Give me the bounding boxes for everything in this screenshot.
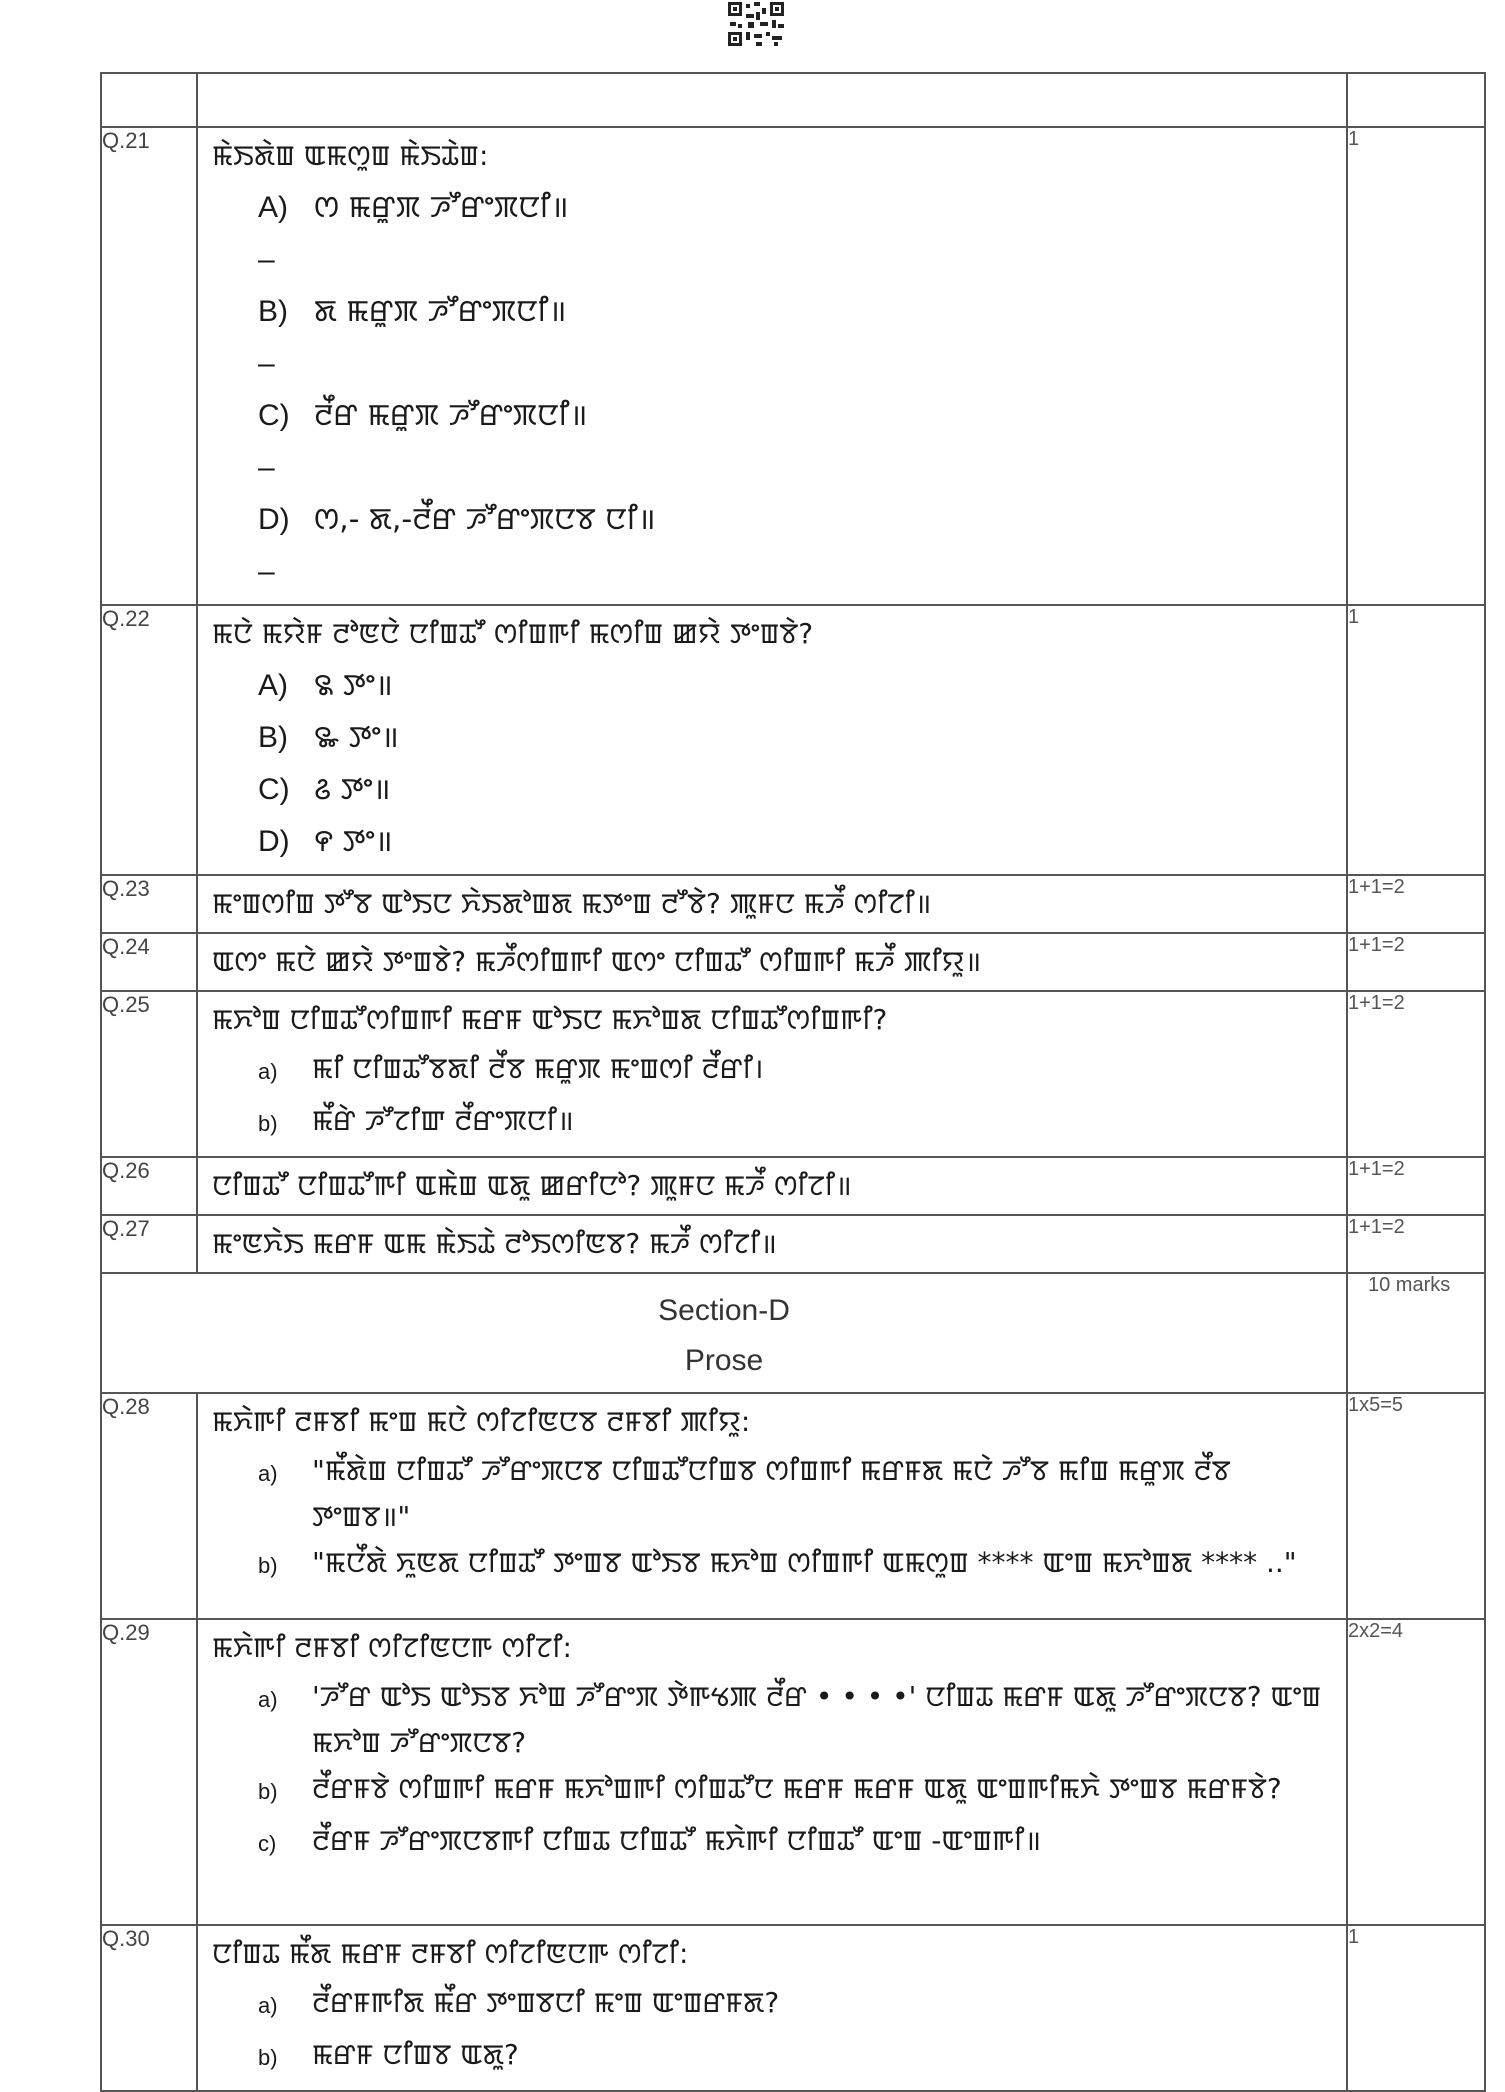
- option-d: [258, 494, 1336, 598]
- section-marks: 10 marks: [1347, 1273, 1485, 1393]
- question-marks: 1+1=2: [1347, 875, 1485, 933]
- option-a: [258, 1674, 1336, 1766]
- option-a: [258, 660, 1336, 712]
- option-text: ꯵ ꯇꯦ॥: [314, 824, 393, 859]
- question-body: [197, 1393, 1347, 1619]
- option-text: ꯁ ꯃꯔꯨꯞ ꯍꯧꯔꯦꯞꯅꯤ॥: [314, 190, 569, 225]
- question-row: [101, 1619, 1485, 1925]
- option-d: [258, 816, 1336, 868]
- option-b: [258, 286, 1336, 390]
- question-marks: 1+1=2: [1347, 991, 1485, 1157]
- question-marks: 2x2=4: [1347, 1619, 1485, 1925]
- option-text: "ꯃꯅꯩꯗꯥ ꯈꯨꯟꯗ ꯅꯤꯡꯊꯧ ꯇꯦꯡꯕ ꯑꯣꯏꯕ ꯃꯈꯣꯡ ꯁꯤꯡꯒꯤ ꯑꯃꯁꯨꯡ **** ꯑꯦꯡ ꯃꯈꯣꯡꯗ **** ..": [312, 1546, 1297, 1579]
- question-stem: ꯃꯈꯣꯡ ꯅꯤꯡꯊꯧꯁꯤꯡꯒꯤ ꯃꯔꯝ ꯑꯣꯏꯅ ꯃꯈꯣꯡꯗ ꯅꯤꯡꯊꯧꯁꯤꯡꯒꯤ?: [212, 1003, 888, 1036]
- question-stem: ꯃꯈꯥꯒꯤ ꯂꯝꯕꯤ ꯃꯦꯡ ꯃꯅꯥ ꯁꯤꯖꯤꯟꯅꯕ ꯂꯝꯕꯤ ꯄꯤꯌꯨ:: [212, 1405, 751, 1438]
- question-number: Q.25: [101, 991, 197, 1157]
- option-label: a): [258, 1059, 278, 1084]
- option-label: a): [258, 1461, 278, 1486]
- question-stem: ꯃꯈꯥꯒꯤ ꯂꯝꯕꯤ ꯁꯤꯖꯤꯟꯅꯒ ꯁꯤꯖꯤ:: [212, 1631, 572, 1664]
- question-stem: ꯃꯅꯥ ꯃꯌꯥꯝ ꯂꯣꯟꯅꯥ ꯅꯤꯡꯊꯧ ꯁꯤꯡꯒꯤ ꯃꯁꯤꯡ ꯀꯌꯥ ꯇꯦꯡꯕꯥ?: [212, 617, 814, 650]
- option-label: b): [258, 1779, 278, 1804]
- section-subtitle: Prose: [684, 1344, 764, 1377]
- question-row: [101, 127, 1485, 605]
- option-label: C) –: [258, 399, 290, 484]
- option-label: D) –: [258, 503, 290, 588]
- section-title: Section-D: [658, 1294, 790, 1327]
- option-b: [258, 1540, 1336, 1592]
- option-text: ꯃꯤ ꯅꯤꯡꯊꯧꯕꯗꯤ ꯂꯩꯕ ꯃꯔꯨꯞ ꯃꯦꯡꯁꯤ ꯂꯩꯔꯤ।: [312, 1052, 764, 1085]
- table-header-row: [101, 73, 1485, 127]
- option-label: b): [258, 1111, 278, 1136]
- option-a: [258, 182, 1336, 286]
- question-body: [197, 605, 1347, 875]
- header-cell-marks: [1347, 73, 1485, 127]
- option-text: 'ꯍꯧꯔ ꯑꯣꯏ ꯑꯣꯏꯕ ꯈꯣꯡ ꯍꯧꯔꯦꯞ ꯇꯥꯒꯠꯄ ꯂꯩꯔ • • • •' ꯅꯤꯡꯊ ꯃꯔꯝ ꯑꯗꯨ ꯍꯧꯔꯦꯞꯅꯕ? ꯑꯦꯡ ꯃꯈꯣꯡ ꯍꯧꯔꯦꯞꯅꯕ?: [312, 1680, 1322, 1759]
- option-text: ꯂꯩꯔꯝꯕꯥ ꯁꯤꯡꯒꯤ ꯃꯔꯝ ꯃꯈꯣꯡꯒꯤ ꯁꯤꯡꯊꯧꯅ ꯃꯔꯝ ꯃꯔꯝ ꯑꯗꯨ ꯑꯦꯡꯒꯤꯃꯈꯥ ꯇꯦꯡꯕ ꯃꯔꯝꯕꯥ?: [312, 1772, 1282, 1805]
- option-a: [258, 1448, 1336, 1540]
- question-row: [101, 1157, 1485, 1215]
- question-stem: ꯃꯥꯏꯗꯥꯡ ꯑꯃꯁꯨꯡ ꯃꯥꯏꯊꯥꯡ:: [212, 139, 489, 172]
- question-body: [197, 1157, 1347, 1215]
- question-number: Q.29: [101, 1619, 197, 1925]
- question-marks: 1x5=5: [1347, 1393, 1485, 1619]
- question-number: Q.27: [101, 1215, 197, 1273]
- option-c: [258, 390, 1336, 494]
- question-stem: ꯅꯤꯡꯊ ꯃꯩꯗ ꯃꯔꯝ ꯂꯝꯕꯤ ꯁꯤꯖꯤꯟꯅꯒ ꯁꯤꯖꯤ:: [212, 1937, 689, 1970]
- option-c: [258, 764, 1336, 816]
- option-text: ꯗ ꯃꯔꯨꯞ ꯍꯧꯔꯦꯞꯅꯤ॥: [314, 294, 567, 329]
- question-stem: ꯑꯁꯦ ꯃꯅꯥ ꯀꯌꯥ ꯇꯦꯡꯕꯥ? ꯃꯍꯩꯁꯤꯡꯒꯤ ꯑꯁꯦ ꯅꯤꯡꯊꯧ ꯁꯤꯡꯒꯤ ꯃꯍꯩ ꯄꯤꯌꯨ॥: [212, 945, 982, 978]
- question-row: [101, 605, 1485, 875]
- question-stem: ꯃꯦꯟꯈꯥꯏ ꯃꯔꯝ ꯑꯃ ꯃꯥꯏꯊꯥ ꯂꯣꯏꯁꯤꯟꯕ? ꯃꯍꯩ ꯁꯤꯖꯤ॥: [212, 1227, 777, 1260]
- question-marks: 1+1=2: [1347, 1157, 1485, 1215]
- question-marks: 1: [1347, 127, 1485, 605]
- option-text: ꯃꯔꯝ ꯅꯤꯡꯕ ꯑꯗꯨ?: [312, 2038, 519, 2071]
- question-stem: ꯅꯤꯡꯊꯧ ꯅꯤꯡꯊꯧꯒꯤ ꯑꯃꯥꯡ ꯑꯗꯨ ꯀꯔꯤꯅꯣ? ꯄꯨꯝꯅ ꯃꯍꯩ ꯁꯤꯖꯤ॥: [212, 1169, 852, 1202]
- option-a: [258, 1980, 1336, 2032]
- option-text: ꯂꯩꯔ ꯃꯔꯨꯞ ꯍꯧꯔꯦꯞꯅꯤ॥: [314, 398, 588, 433]
- option-b: [258, 712, 1336, 764]
- option-b: [258, 1098, 1336, 1150]
- option-label: b): [258, 2045, 278, 2070]
- header-cell-number: [101, 73, 197, 127]
- question-number: Q.30: [101, 1925, 197, 2091]
- option-c: [258, 1818, 1336, 1870]
- question-row: [101, 1393, 1485, 1619]
- option-label: A) –: [258, 191, 288, 276]
- question-number: Q.26: [101, 1157, 197, 1215]
- question-body: [197, 875, 1347, 933]
- option-b: [258, 1766, 1336, 1818]
- question-number: Q.22: [101, 605, 197, 875]
- question-body: [197, 1619, 1347, 1925]
- question-body: [197, 1925, 1347, 2091]
- question-marks: 1: [1347, 1925, 1485, 2091]
- question-row: [101, 933, 1485, 991]
- question-number: Q.23: [101, 875, 197, 933]
- option-label: a): [258, 1993, 278, 2018]
- header-cell-question: [197, 73, 1347, 127]
- option-text: ꯲ ꯇꯦ॥: [314, 668, 393, 703]
- option-label: a): [258, 1687, 278, 1712]
- qr-code-icon: [726, 0, 786, 48]
- option-text: ꯴ ꯇꯦ॥: [314, 772, 391, 807]
- option-label: A): [258, 669, 288, 702]
- option-label: B): [258, 721, 288, 754]
- option-label: D): [258, 825, 290, 858]
- question-stem: ꯃꯦꯡꯁꯤꯡ ꯇꯧꯕ ꯑꯣꯏꯅ ꯈꯥꯏꯗꯣꯡꯗ ꯃꯇꯦꯡ ꯂꯧꯕꯥ? ꯄꯨꯝꯅ ꯃꯍꯩ ꯁꯤꯖꯤ॥: [212, 887, 932, 920]
- option-a: [258, 1046, 1336, 1098]
- question-marks: 1+1=2: [1347, 933, 1485, 991]
- option-label: B) –: [258, 295, 288, 380]
- question-body: [197, 933, 1347, 991]
- option-text: ꯳ ꯇꯦ॥: [314, 720, 399, 755]
- question-row: [101, 1215, 1485, 1273]
- option-text: ꯂꯩꯔꯝ ꯍꯧꯔꯦꯞꯅꯕꯒꯤ ꯅꯤꯡꯊ ꯅꯤꯡꯊꯧ ꯃꯈꯥꯒꯤ ꯅꯤꯡꯊꯧ ꯑꯦꯡ -ꯑꯦꯡꯒꯤ॥: [312, 1824, 1042, 1857]
- question-row: [101, 991, 1485, 1157]
- section-heading-cell: [101, 1273, 1347, 1393]
- question-row: [101, 1925, 1485, 2091]
- question-row: [101, 875, 1485, 933]
- option-text: "ꯃꯩꯗꯥꯡ ꯅꯤꯡꯊꯧ ꯍꯧꯔꯦꯞꯅꯕ ꯅꯤꯡꯊꯧꯅꯤꯡꯕ ꯁꯤꯡꯒꯤ ꯃꯔꯝꯗ ꯃꯅꯥ ꯍꯧꯕ ꯃꯤꯡ ꯃꯔꯨꯞ ꯂꯩꯕ ꯇꯦꯡꯕ॥": [312, 1454, 1231, 1533]
- option-text: ꯁ,- ꯗ,-ꯂꯩꯔ ꯍꯧꯔꯦꯞꯅꯕ ꯅꯤ॥: [314, 502, 656, 537]
- question-table: [100, 72, 1486, 2092]
- question-body: [197, 127, 1347, 605]
- question-body: [197, 991, 1347, 1157]
- option-label: b): [258, 1553, 278, 1578]
- section-header-row: [101, 1273, 1485, 1393]
- option-text: ꯃꯩꯔꯥ ꯍꯧꯖꯤꯛ ꯂꯩꯔꯦꯞꯅꯤ॥: [312, 1104, 574, 1137]
- option-label: c): [258, 1831, 277, 1856]
- question-marks: 1: [1347, 605, 1485, 875]
- question-number: Q.21: [101, 127, 197, 605]
- question-marks: 1+1=2: [1347, 1215, 1485, 1273]
- question-body: [197, 1215, 1347, 1273]
- option-text: ꯂꯩꯔꯝꯒꯤꯗ ꯃꯩꯔ ꯇꯦꯡꯕꯅꯤ ꯃꯦꯡ ꯑꯦꯡꯔꯝꯗ?: [312, 1986, 780, 2019]
- question-number: Q.24: [101, 933, 197, 991]
- option-b: [258, 2032, 1336, 2084]
- option-label: C): [258, 773, 290, 806]
- question-number: Q.28: [101, 1393, 197, 1619]
